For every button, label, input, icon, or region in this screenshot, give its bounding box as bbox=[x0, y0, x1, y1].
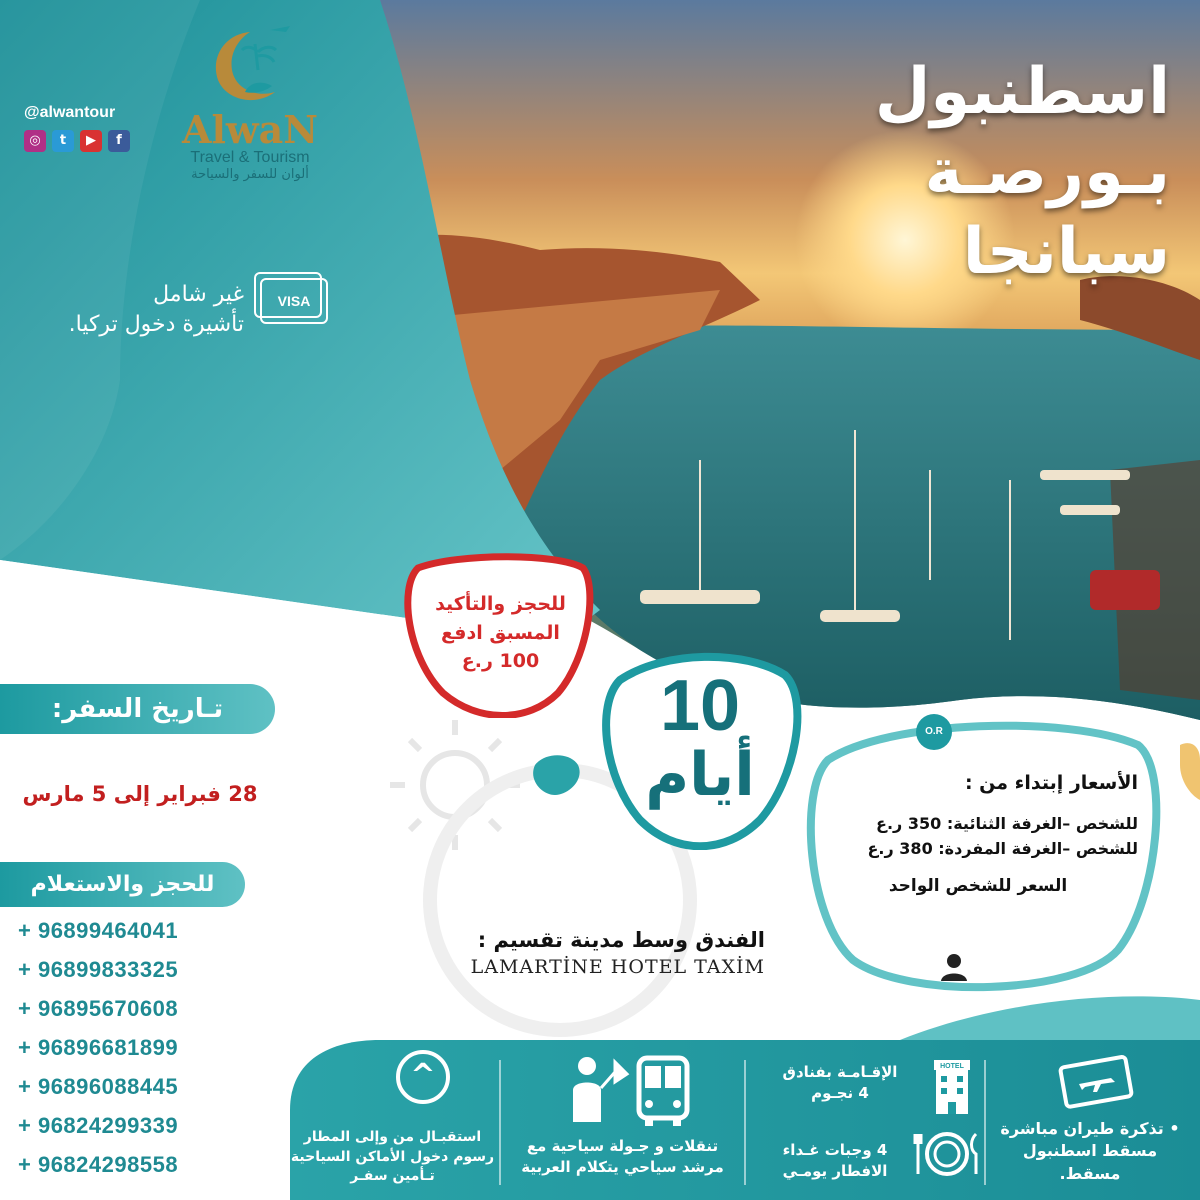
title-line-2: بـورصـة bbox=[924, 135, 1170, 209]
price-single: للشخص –الغرفة المفردة: 380 ر.ع bbox=[867, 839, 1138, 858]
tour-guide-bus-icon bbox=[565, 1052, 695, 1132]
duration-bubble bbox=[595, 640, 805, 850]
chevron-up-icon: ^ bbox=[396, 1050, 450, 1104]
social-block bbox=[24, 104, 130, 152]
social-handle: @alwantour bbox=[24, 104, 116, 121]
feature-airport-line3: تـأمين سفـر bbox=[350, 1168, 435, 1185]
feature-flight: • تذكرة طيران مباشرة مسقط اسطنبول مسقط. bbox=[1000, 1119, 1180, 1183]
feature-accommodation-line2: 4 نجـوم bbox=[811, 1084, 869, 1102]
phone-number[interactable]: + 96899833325 bbox=[18, 957, 179, 982]
phone-list bbox=[18, 918, 258, 1191]
hotel-icon-label: HOTEL bbox=[940, 1063, 964, 1070]
phone-number[interactable]: + 96896088445 bbox=[18, 1074, 179, 1099]
deposit-line1: للحجز والتأكيد bbox=[435, 593, 566, 615]
title-line-1: اسطنبول bbox=[874, 55, 1170, 129]
feature-airport-line1: استقبـال من وإلى المطار bbox=[303, 1129, 482, 1145]
deposit-bubble bbox=[398, 548, 598, 718]
brand-tagline-en: Travel & Tourism bbox=[190, 149, 310, 166]
phone-number[interactable]: + 96896681899 bbox=[18, 1035, 179, 1060]
feature-tours bbox=[505, 1136, 740, 1178]
feature-tours-line1: تنقلات و جـولة سياحية مع bbox=[526, 1137, 719, 1155]
travel-date-value: 28 فبراير إلى 5 مارس bbox=[22, 782, 258, 806]
flight-ticket-icon bbox=[1055, 1052, 1135, 1112]
feature-airport bbox=[290, 1128, 495, 1187]
phone-number[interactable]: + 96824298558 bbox=[18, 1152, 179, 1177]
deposit-line3: 100 ر.ع bbox=[461, 650, 540, 672]
currency-badge-icon: O.R bbox=[916, 714, 952, 750]
phone-number[interactable]: + 96895670608 bbox=[18, 996, 179, 1021]
deposit-line2: المسبق ادفع bbox=[441, 621, 560, 644]
visa-note-line2: تأشيرة دخول تركيا. bbox=[68, 311, 244, 337]
prices-note: السعر للشخص الواحد bbox=[888, 876, 1068, 896]
destination-title bbox=[810, 55, 1170, 289]
hotel-label: الفندق وسط مدينة تقسيم : bbox=[477, 928, 765, 952]
hotel-name: LAMARTİNE HOTEL TAXİM bbox=[470, 956, 765, 978]
phone-number[interactable]: + 96899464041 bbox=[18, 918, 179, 943]
visa-note-line1: غير شامل bbox=[153, 282, 244, 307]
feature-meals-line2: الافطار يومـي bbox=[782, 1162, 888, 1180]
brand-logo bbox=[170, 22, 330, 182]
travel-date-label: تـاريخ السفر: bbox=[0, 684, 275, 734]
hotel-block bbox=[420, 928, 765, 978]
prices-bubble bbox=[798, 700, 1170, 1000]
duration-unit: أيام bbox=[645, 740, 755, 810]
instagram-icon[interactable]: ◎ bbox=[24, 130, 46, 152]
twitter-icon[interactable]: t bbox=[52, 130, 74, 152]
brand-name: AlwaN bbox=[182, 107, 318, 152]
contact-label: للحجز والاستعلام bbox=[0, 862, 245, 907]
feature-meals bbox=[755, 1140, 915, 1182]
hotel-building-icon bbox=[932, 1058, 972, 1114]
duration-number: 10 bbox=[659, 666, 741, 746]
facebook-icon[interactable]: f bbox=[108, 130, 130, 152]
logo-emblem-icon bbox=[200, 22, 300, 107]
feature-airport-line2: رسوم دخول الأماكن السياحية bbox=[290, 1148, 495, 1165]
visa-note bbox=[34, 280, 244, 339]
person-icon bbox=[938, 950, 970, 982]
title-line-3: سبانجا bbox=[962, 215, 1170, 289]
meal-plate-icon bbox=[912, 1128, 982, 1180]
youtube-icon[interactable]: ▶ bbox=[80, 130, 102, 152]
feature-accommodation bbox=[755, 1062, 925, 1104]
price-double: للشخص –الغرفة الثنائية: 350 ر.ع bbox=[876, 814, 1138, 833]
feature-tours-line2: مرشد سياحي يتكلام العربية bbox=[521, 1158, 724, 1176]
brand-tagline-ar: ألوان للسفر والسياحة bbox=[191, 167, 309, 182]
feature-accommodation-line1: الإقـامـة بفنادق bbox=[782, 1063, 898, 1081]
feature-meals-line1: 4 وجبات غـداء bbox=[782, 1141, 888, 1159]
visa-card-icon: VISA bbox=[260, 278, 328, 324]
phone-number[interactable]: + 96824299339 bbox=[18, 1113, 179, 1138]
prices-heading: الأسعار إبتداء من : bbox=[964, 772, 1138, 794]
